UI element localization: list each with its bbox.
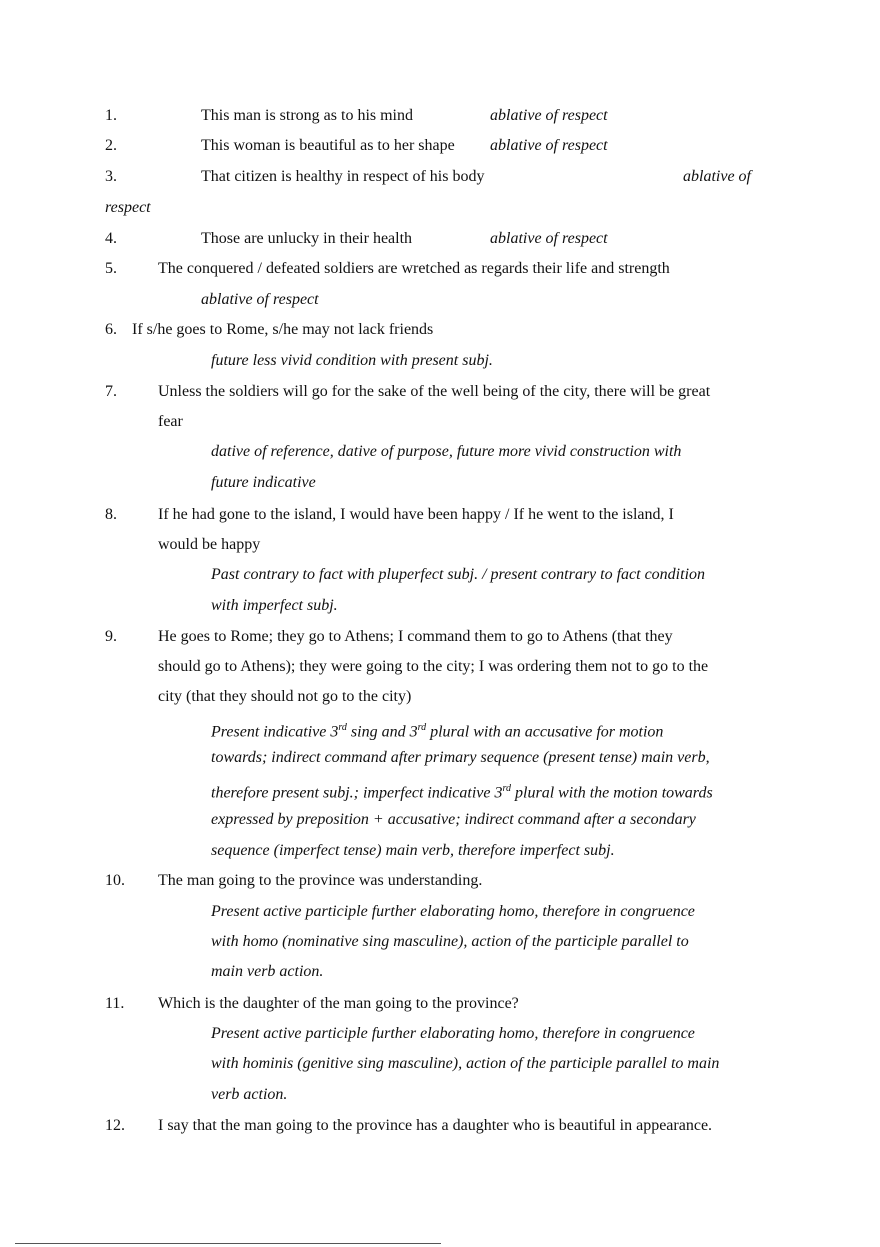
item-number: 11. xyxy=(105,995,125,1012)
item-grammar-note: ablative of xyxy=(683,168,751,185)
item-sentence: This woman is beautiful as to her shape xyxy=(201,137,455,154)
item-grammar-note-continued: respect xyxy=(105,199,151,216)
item-number: 10. xyxy=(105,872,125,889)
ordinal-suffix: rd xyxy=(338,722,347,733)
item-grammar-note: Present active participle further elaborating homo, therefore in congruence xyxy=(211,1025,695,1042)
ordinal-suffix: rd xyxy=(417,722,427,733)
item-grammar-note: Present indicative 3rd sing and 3rd plural with an accusative for motion xyxy=(211,722,664,741)
item-grammar-note: ablative of respect xyxy=(490,230,608,247)
item-grammar-note-continued: with imperfect subj. xyxy=(211,597,338,614)
item-grammar-note: Present active participle further elaborating homo, therefore in congruence xyxy=(211,903,695,920)
item-grammar-note: Past contrary to fact with pluperfect subj. / present contrary to fact condition xyxy=(211,566,706,583)
item-sentence: He goes to Rome; they go to Athens; I command them to go to Athens (that they xyxy=(158,628,673,645)
item-sentence: Which is the daughter of the man going to the province? xyxy=(158,995,519,1012)
ordinal-suffix: rd xyxy=(502,783,512,794)
item-number: 12. xyxy=(105,1117,125,1134)
item-sentence: If he had gone to the island, I would have been happy / If he went to the island, I xyxy=(158,506,674,523)
item-sentence: The man going to the province was understanding. xyxy=(158,872,483,889)
item-number: 6. xyxy=(105,321,117,338)
item-number: 9. xyxy=(105,628,117,645)
item-sentence: Unless the soldiers will go for the sake of the well being of the city, there will be great xyxy=(158,383,711,400)
item-grammar-note: ablative of respect xyxy=(490,137,608,154)
item-grammar-note: ablative of respect xyxy=(490,107,608,124)
item-sentence: Those are unlucky in their health xyxy=(201,230,413,247)
item-sentence: That citizen is healthy in respect of his body xyxy=(201,168,485,185)
item-number: 1. xyxy=(105,107,117,124)
item-grammar-note-continued: verb action. xyxy=(211,1086,288,1103)
item-number: 5. xyxy=(105,260,117,277)
item-sentence-continued: city (that they should not go to the city) xyxy=(158,688,412,705)
item-sentence-continued: fear xyxy=(158,413,183,430)
item-grammar-note-continued: with homo (nominative sing masculine), action of the participle parallel to xyxy=(211,933,689,950)
item-sentence: This man is strong as to his mind xyxy=(201,107,413,124)
item-number: 3. xyxy=(105,168,117,185)
item-number: 7. xyxy=(105,383,117,400)
item-grammar-note-continued: future indicative xyxy=(211,474,316,491)
item-grammar-note: dative of reference, dative of purpose, future more vivid construction with xyxy=(211,443,682,460)
item-grammar-note: ablative of respect xyxy=(201,291,319,308)
item-grammar-note-continued: towards; indirect command after primary sequence (present tense) main verb, xyxy=(211,749,710,766)
item-grammar-note-continued: with hominis (genitive sing masculine), action of the participle parallel to main xyxy=(211,1055,720,1072)
item-number: 4. xyxy=(105,230,117,247)
item-sentence-continued: should go to Athens); they were going to the city; I was ordering them not to go to the xyxy=(158,658,709,675)
item-sentence: If s/he goes to Rome, s/he may not lack friends xyxy=(132,321,434,338)
item-grammar-note-continued: therefore present subj.; imperfect indicative 3rd plural with the motion towards xyxy=(211,783,713,802)
item-number: 8. xyxy=(105,506,117,523)
item-sentence: The conquered / defeated soldiers are wretched as regards their life and strength xyxy=(158,260,670,277)
item-grammar-note-continued: main verb action. xyxy=(211,963,324,980)
item-number: 2. xyxy=(105,137,117,154)
item-grammar-note-continued: expressed by preposition + accusative; indirect command after a secondary xyxy=(211,811,696,828)
item-sentence-continued: would be happy xyxy=(158,536,261,553)
footnote-separator xyxy=(15,1243,441,1244)
item-grammar-note: future less vivid condition with present subj. xyxy=(211,352,493,369)
item-sentence: I say that the man going to the province has a daughter who is beautiful in appearance. xyxy=(158,1117,713,1134)
item-grammar-note-continued: sequence (imperfect tense) main verb, therefore imperfect subj. xyxy=(211,842,615,859)
